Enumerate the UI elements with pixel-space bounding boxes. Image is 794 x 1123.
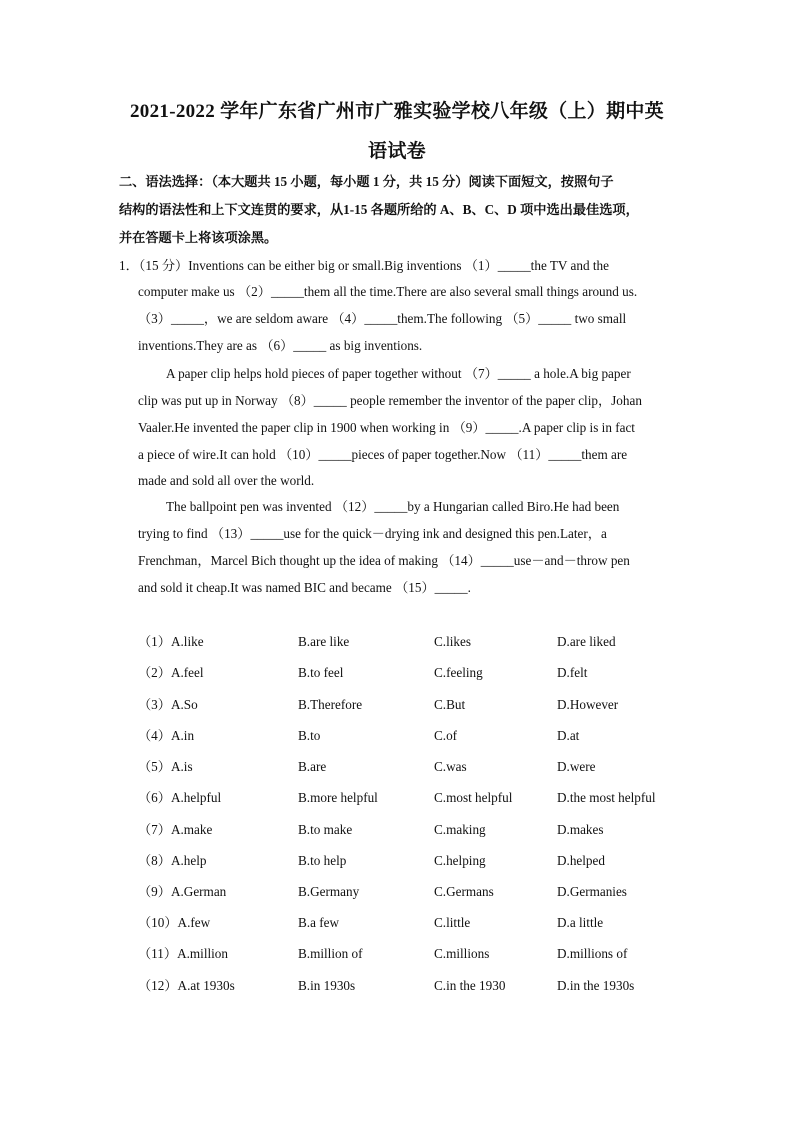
- option-c[interactable]: C.But: [434, 697, 466, 712]
- option-b[interactable]: B.to feel: [298, 665, 344, 680]
- option-d[interactable]: D.at: [557, 728, 580, 743]
- option-row: [138, 820, 698, 840]
- passage-line: Vaaler.He invented the paper clip in 1900 when working in （9）_____.A paper clip is in fact: [138, 420, 635, 435]
- option-a[interactable]: （6）A.helpful: [138, 790, 222, 805]
- option-d[interactable]: D.Germanies: [557, 884, 627, 899]
- passage-line: A paper clip helps hold pieces of paper together without （7）_____ a hole.A big paper: [166, 366, 631, 381]
- option-b[interactable]: B.Germany: [298, 884, 360, 899]
- option-row: [138, 851, 698, 871]
- passage-line: clip was put up in Norway （8）_____ people remember the inventor of the paper clip，Johan: [138, 393, 642, 408]
- option-b[interactable]: B.to: [298, 728, 321, 743]
- page-title: 2021-2022 学年广东省广州市广雅实验学校八年级（上）期中英: [130, 101, 664, 122]
- option-a[interactable]: （2）A.feel: [138, 665, 204, 680]
- option-row: [138, 913, 698, 933]
- option-row: [138, 757, 698, 777]
- option-d[interactable]: D.helped: [557, 853, 605, 868]
- passage-line: made and sold all over the world.: [138, 473, 315, 488]
- instruction-line: 并在答题卡上将该项涂黑。: [119, 230, 278, 245]
- option-c[interactable]: C.feeling: [434, 665, 483, 680]
- option-b[interactable]: B.a few: [298, 915, 340, 930]
- option-c[interactable]: C.was: [434, 759, 467, 774]
- option-b[interactable]: B.are: [298, 759, 327, 774]
- option-c[interactable]: C.in the 1930: [434, 978, 506, 993]
- option-b[interactable]: B.more helpful: [298, 790, 378, 805]
- option-a[interactable]: （1）A.like: [138, 634, 204, 649]
- option-d[interactable]: D.felt: [557, 665, 588, 680]
- option-d[interactable]: D.millions of: [557, 946, 628, 961]
- option-c[interactable]: C.most helpful: [434, 790, 513, 805]
- option-a[interactable]: （8）A.help: [138, 853, 207, 868]
- instruction-line: 二、语法选择：（本大题共 15 小题，每小题 1 分，共 15 分）阅读下面短文，按照句子: [119, 174, 614, 189]
- option-b[interactable]: B.million of: [298, 946, 363, 961]
- option-d[interactable]: D.the most helpful: [557, 790, 656, 805]
- option-row: [138, 632, 698, 652]
- page-title-continued: 语试卷: [368, 141, 426, 162]
- option-d[interactable]: D.were: [557, 759, 596, 774]
- option-a[interactable]: （7）A.make: [138, 822, 213, 837]
- option-d[interactable]: D.a little: [557, 915, 604, 930]
- option-a[interactable]: （11）A.million: [138, 946, 228, 961]
- option-b[interactable]: B.to help: [298, 853, 347, 868]
- option-row: [138, 726, 698, 746]
- option-row: [138, 976, 698, 996]
- option-a[interactable]: （3）A.So: [138, 697, 198, 712]
- option-c[interactable]: C.of: [434, 728, 458, 743]
- option-b[interactable]: B.in 1930s: [298, 978, 356, 993]
- option-c[interactable]: C.Germans: [434, 884, 494, 899]
- option-d[interactable]: D.However: [557, 697, 619, 712]
- option-a[interactable]: （4）A.in: [138, 728, 195, 743]
- option-b[interactable]: B.to make: [298, 822, 353, 837]
- option-a[interactable]: （10）A.few: [138, 915, 211, 930]
- option-row: [138, 695, 698, 715]
- passage-line: computer make us （2）_____them all the time.There are also several small things around us.: [138, 284, 638, 299]
- passage-line: trying to find （13）_____use for the quick－drying ink and designed this pen.Later，a: [138, 526, 607, 541]
- option-d[interactable]: D.are liked: [557, 634, 616, 649]
- passage-line: inventions.They are as （6）_____ as big inventions.: [138, 338, 423, 353]
- option-a[interactable]: （9）A.German: [138, 884, 227, 899]
- option-d[interactable]: D.makes: [557, 822, 604, 837]
- option-d[interactable]: D.in the 1930s: [557, 978, 635, 993]
- instruction-line: 结构的语法性和上下文连贯的要求，从1-15 各题所给的 A、B、C、D 项中选出最佳选项，: [119, 202, 639, 217]
- passage-line: （3）_____，we are seldom aware （4）_____them.The following （5）_____ two small: [138, 311, 627, 326]
- passage-line: and sold it cheap.It was named BIC and became （15）_____.: [138, 580, 471, 595]
- option-a[interactable]: （5）A.is: [138, 759, 193, 774]
- question-heading: 1．（15 分）Inventions can be either big or small.Big inventions （1）_____the TV and the: [119, 258, 609, 273]
- option-c[interactable]: C.millions: [434, 946, 490, 961]
- option-c[interactable]: C.helping: [434, 853, 486, 868]
- option-row: [138, 663, 698, 683]
- option-b[interactable]: B.Therefore: [298, 697, 363, 712]
- option-c[interactable]: C.little: [434, 915, 471, 930]
- option-row: [138, 882, 698, 902]
- option-row: [138, 944, 698, 964]
- option-a[interactable]: （12）A.at 1930s: [138, 978, 235, 993]
- passage-line: a piece of wire.It can hold （10）_____pieces of paper together.Now （11）_____them are: [138, 447, 628, 462]
- section-instructions: [119, 168, 679, 252]
- passage-line: The ballpoint pen was invented （12）_____by a Hungarian called Biro.He had been: [166, 499, 620, 514]
- option-c[interactable]: C.making: [434, 822, 486, 837]
- option-row: [138, 788, 698, 808]
- option-b[interactable]: B.are like: [298, 634, 350, 649]
- option-c[interactable]: C.likes: [434, 634, 471, 649]
- passage-line: Frenchman，Marcel Bich thought up the idea of making （14）_____use－and－throw pen: [138, 553, 630, 568]
